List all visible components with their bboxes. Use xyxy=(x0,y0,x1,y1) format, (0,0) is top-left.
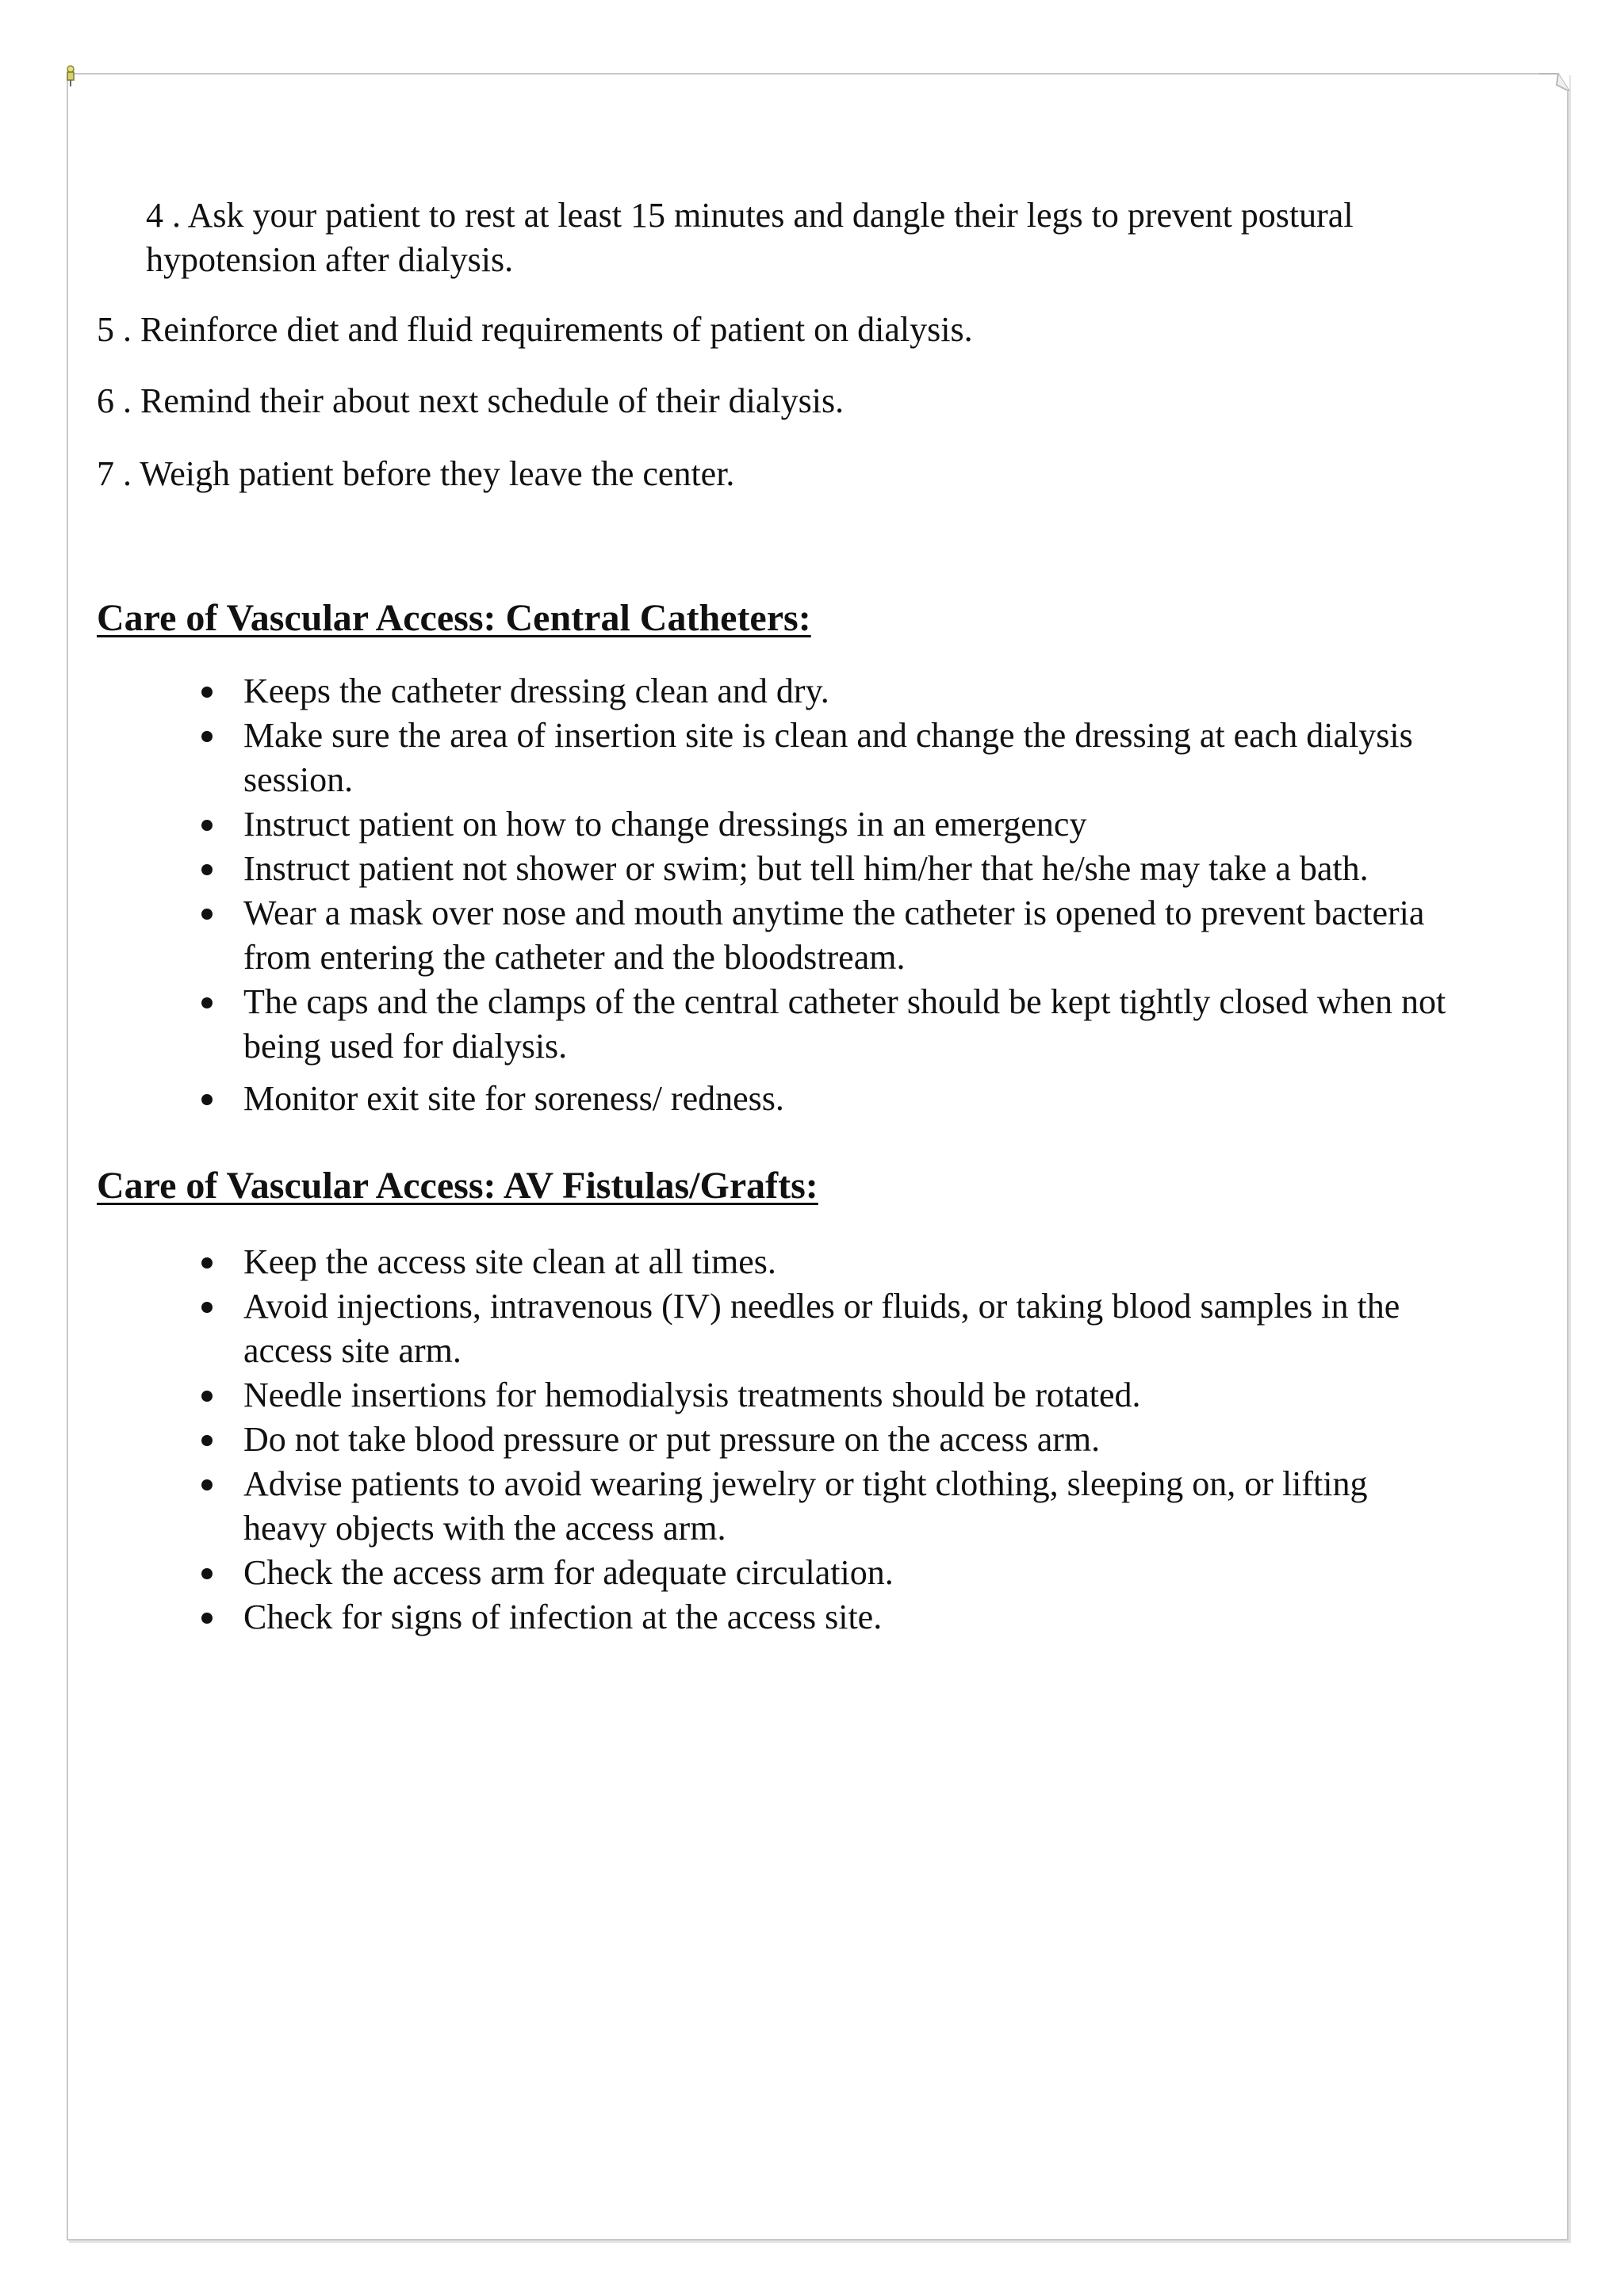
bullet-icon xyxy=(201,1302,213,1313)
list-item xyxy=(0,669,1446,714)
list-item-line: Monitor exit site for soreness/ redness. xyxy=(243,1079,784,1118)
bullet-icon xyxy=(201,864,213,875)
list-item-line: Instruct patient not shower or swim; but tell him/her that he/she may take a bath. xyxy=(243,849,1369,888)
section-heading-central-catheters: Care of Vascular Access: Central Catheters: xyxy=(97,597,811,639)
list-item xyxy=(0,1551,1400,1595)
list-item-line: heavy objects with the access arm. xyxy=(243,1509,726,1548)
list-item-line: being used for dialysis. xyxy=(243,1027,568,1066)
list-item xyxy=(0,1077,1446,1121)
list-item-line: Do not take blood pressure or put pressure on the access arm. xyxy=(243,1420,1101,1459)
numbered-item-line: hypotension after dialysis. xyxy=(146,240,514,279)
bullet-icon xyxy=(201,1613,213,1624)
list-item-line: Check for signs of infection at the access site. xyxy=(243,1598,883,1636)
bullet-icon xyxy=(201,997,213,1008)
numbered-item-7 xyxy=(97,452,734,496)
list-item xyxy=(0,1373,1400,1418)
list-item-line: Keep the access site clean at all times. xyxy=(243,1242,776,1281)
bullet-icon xyxy=(201,1094,213,1105)
list-item-line: The caps and the clamps of the central catheter should be kept tightly closed when not xyxy=(243,982,1446,1021)
numbered-item-6 xyxy=(97,379,844,423)
list-item xyxy=(0,1418,1400,1462)
list-item-line: Make sure the area of insertion site is clean and change the dressing at each dialysis xyxy=(243,716,1413,755)
numbered-item-line: 5 . Reinforce diet and fluid requirements of patient on dialysis. xyxy=(97,310,973,349)
list-item xyxy=(0,1595,1400,1640)
numbered-item-line: 6 . Remind their about next schedule of their dialysis. xyxy=(97,381,845,420)
bullet-icon xyxy=(201,820,213,831)
section-heading-av-fistulas-grafts: Care of Vascular Access: AV Fistulas/Grafts: xyxy=(97,1165,818,1207)
bullet-icon xyxy=(201,731,213,742)
list-item xyxy=(0,1284,1400,1373)
list-item-line: Advise patients to avoid wearing jewelry or tight clothing, sleeping on, or lifting xyxy=(243,1464,1368,1503)
bullet-icon xyxy=(201,909,213,920)
list-item xyxy=(0,980,1446,1069)
list-item xyxy=(0,891,1446,980)
list-item-line: Instruct patient on how to change dressings in an emergency xyxy=(243,805,1087,844)
bullet-icon xyxy=(201,1568,213,1579)
list-item-line: session. xyxy=(243,760,354,799)
bullet-icon xyxy=(201,1257,213,1269)
list-item xyxy=(0,802,1446,847)
numbered-item-line: 7 . Weigh patient before they leave the center. xyxy=(97,454,735,493)
bullet-list-av-fistulas-grafts xyxy=(0,1240,1400,1640)
bullet-icon xyxy=(201,687,213,698)
list-item-line: Avoid injections, intravenous (IV) needles or fluids, or taking blood samples in the xyxy=(243,1287,1400,1326)
list-item xyxy=(0,714,1446,802)
numbered-item-line: 4 . Ask your patient to rest at least 15 minutes and dangle their legs to prevent postural xyxy=(146,196,1354,235)
numbered-item-5 xyxy=(97,308,973,352)
bullet-list-central-catheters xyxy=(0,669,1446,1121)
bullet-icon xyxy=(201,1391,213,1402)
list-item xyxy=(0,847,1446,891)
bullet-icon xyxy=(201,1479,213,1490)
numbered-item-4 xyxy=(146,193,1354,282)
list-item-line: Wear a mask over nose and mouth anytime the catheter is opened to prevent bacteria xyxy=(243,894,1425,932)
list-item-line: from entering the catheter and the bloodstream. xyxy=(243,938,906,977)
list-item xyxy=(0,1462,1400,1551)
list-item-line: Keeps the catheter dressing clean and dry. xyxy=(243,672,829,710)
list-item xyxy=(0,1240,1400,1284)
page-corner-fold-icon xyxy=(1539,72,1569,93)
list-item-line: Needle insertions for hemodialysis treatments should be rotated. xyxy=(243,1376,1141,1414)
bullet-icon xyxy=(201,1435,213,1446)
list-item-line: access site arm. xyxy=(243,1331,462,1370)
list-item-line: Check the access arm for adequate circulation. xyxy=(243,1553,894,1592)
pushpin-icon xyxy=(63,65,78,87)
